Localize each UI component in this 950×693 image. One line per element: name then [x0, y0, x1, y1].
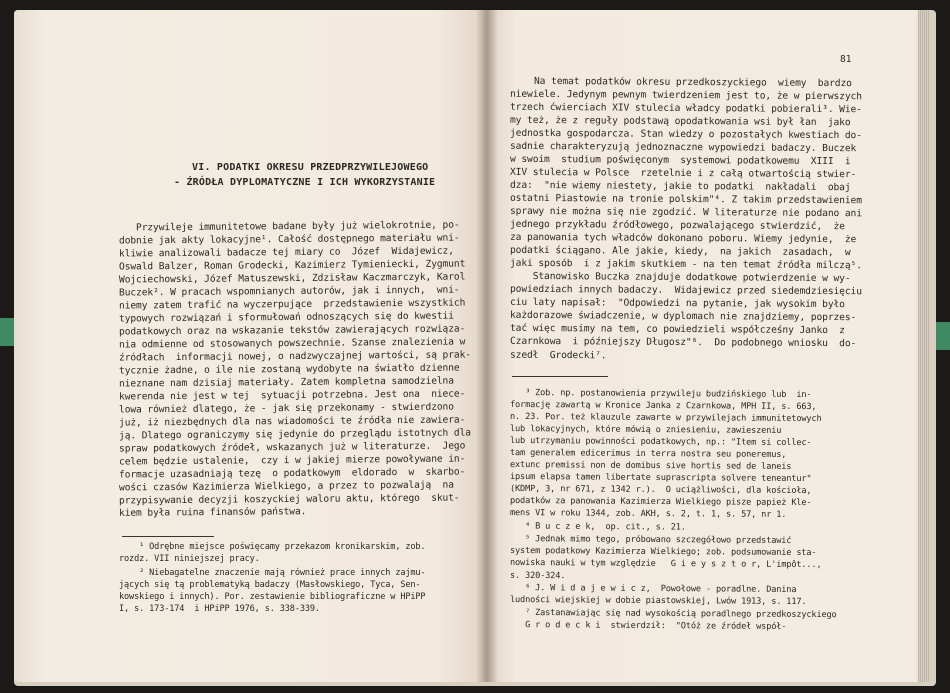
footnote-line: podatków za panowania Kazimierza Wielkiego pisze papież Kle-	[509, 495, 812, 509]
body-line: niemy zatem trafić na wyczerpujące przedstawienie wszystkich	[118, 297, 466, 312]
body-line: Stanowisko Buczka znajduje dodatkowe potwierdzenie w wy-	[509, 270, 851, 285]
book-gutter	[476, 10, 498, 682]
body-line: przypisywanie decyzji koszyckiej waloru aktu, którego skut-	[118, 492, 460, 507]
body-line: typowych rozwiązań i sformułowań odnoszących się do kwestii	[118, 310, 454, 325]
footnote-line: ⁵ Jednak mimo tego, próbowano szczegółowo przedstawić	[509, 534, 792, 546]
open-book	[14, 10, 936, 686]
body-line: nieznane nam dzisiaj materiały. Zatem kompletna samodzielna	[118, 375, 454, 390]
body-line: dobnie jak akty lokacyjne¹. Całość dostępnego materiału wni-	[118, 232, 460, 247]
chapter-title-line2: - ŹRÓDŁA DYPLOMATYCZNE I ICH WYKORZYSTANIE	[174, 177, 436, 188]
footnote-line: jących się tą problematyką badaczy (Masłowskiego, Tyca, Sen-	[119, 580, 421, 590]
footnote-line: ipsum elapsa tamen libertate suprascripta solvere teneantur"	[509, 471, 812, 485]
footnote-line: I, s. 173-174 i HPiPP 1976, s. 338-339.	[119, 604, 320, 614]
body-line: powiedziach innych badaczy. Widajewicz przed siedemdziesięciu	[509, 283, 862, 298]
footnote-line: lub lokacyjnych, które mówią o zniesieniu, zawieszeniu	[509, 424, 782, 436]
body-line: formacje uzasadniają tezę o podatkowym eldorado w skarbo-	[118, 466, 466, 481]
page-stack-edge	[918, 10, 930, 682]
footnote-separator	[122, 536, 214, 537]
body-line: każdorazowe świadczenie, w dyplomach nie znajdziemy, poprzes-	[509, 309, 857, 324]
body-line: kwerenda nie jest w tej sytuacji potrzebna. Jest ona niece-	[118, 388, 466, 403]
footnote-line: tam generalem edicerimus in terra nostra seu poneremus,	[509, 448, 787, 460]
body-line: ciu laty napisał: "Odpowiedzi na pytanie, jak wysokim było	[509, 296, 845, 311]
footnote-line: G r o d e c k i stwierdził: "Otóż ze źródeł współ-	[509, 620, 787, 632]
body-line: tać więc musimy na tem, co powiedzieli współcześny Janko z	[509, 322, 845, 337]
chapter-title-line1: VI. PODATKI OKRESU PRZEDPRZYWILEJOWEGO	[192, 162, 429, 173]
body-line: Wojciechowski, Józef Matuszewski, Zdzisław Kaczmarczyk, Karol	[118, 271, 466, 286]
body-line: XIV stulecia w Polsce rzetelnie i z całą otwartością stwier-	[509, 166, 857, 181]
body-line: za panowania tych władców dokonano poboru. Wiemy jedynie, że	[509, 231, 857, 246]
footnote-line: mens VI w roku 1344, zob. AKH, s. 2, t. 1, s. 57, nr 1.	[509, 508, 787, 520]
body-line: już, iż niezbędnych dla nas wiadomości te źródła nie zawiera-	[118, 414, 466, 429]
body-line: kiem była ruina finansów państwa.	[118, 506, 307, 519]
footnote-line: extunc premissi non de domibus sive hortis sed de laneis	[509, 460, 792, 472]
body-line: jaki sposób i z jakim skutkiem - na ten temat źródła milczą⁵.	[509, 257, 862, 272]
footnote-line: ⁴ B u c z e k, op. cit., s. 21.	[509, 521, 686, 533]
right-page	[486, 10, 930, 682]
body-line: wości czasów Kazimierza Wielkiego, a przez to pozwalają na	[118, 479, 454, 494]
footnote-line: ² Niebagatelne znaczenie mają również prace innych zajmu-	[119, 568, 426, 578]
body-line: niewiele. Jedynym pewnym twierdzeniem jest to, że w pierwszych	[509, 88, 862, 103]
body-line: spraw podatkowych źródeł, wskazanych już w literaturze. Jego	[118, 440, 466, 455]
page-number: 81	[840, 54, 852, 65]
body-line: Na temat podatków okresu przedkoszyckiego wiemy bardzo	[533, 75, 852, 90]
footnote-line: formację zawartą w Kronice Janka z Czarnkowa, MPH II, s. 663,	[509, 399, 817, 413]
body-line: ją. Dlatego ograniczymy się jedynie do przeglądu istotnych dla	[118, 427, 471, 442]
body-line: jednego przykładu źródłowego, pozwalającego stwierdzić, że	[509, 218, 845, 233]
body-line: Przywileje immunitetowe badane były już wielokrotnie, po-	[135, 219, 460, 234]
body-line: sprawy nie można się nie zgodzić. W literaturze nie podano ani	[509, 205, 862, 220]
footnote-line: system podatkowy Kazimierza Wielkiego; zob. podsumowanie sta-	[509, 545, 817, 559]
footnote-line: rozdz. VII niniejszej pracy.	[119, 554, 260, 564]
body-line: celem będzie ustalenie, czy i w jakiej mierze powoływane in-	[118, 453, 466, 468]
body-line: podatki ściągano. Ale jakie, kiedy, na jakich zasadach, w	[509, 244, 851, 259]
footnote-line: lub utrzymaniu powinności podatkowych, np.: "Item si collec-	[509, 435, 812, 449]
footnote-line: ¹ Odrębne miejsce poświęcamy przekazom kronikarskim, zob.	[119, 542, 426, 552]
footnote-line: ⁷ Zastanawiając się nad wysokością poradlnego przedkoszyckiego	[509, 607, 837, 621]
footnote-line: s. 320-324.	[509, 570, 566, 582]
body-line: nia odmienne od stosowanych powszechnie. Szanse znalezienia w	[118, 336, 466, 351]
left-page	[14, 10, 484, 682]
body-line: jednostka gospodarcza. Stan wiedzy o pozostałych kwestiach do-	[509, 127, 862, 142]
footnote-line: ludności wiejskiej w dobie piastowskiej, Lwów 1913, s. 117.	[509, 594, 807, 608]
footnote-separator	[512, 376, 608, 377]
footnote-line: ⁶ J. W i d a j e w i c z, Powołowe - poradlne. Danina	[509, 583, 797, 595]
body-line: kliwie analizowali badacze tej miary co Józef Widajewicz,	[118, 245, 454, 260]
body-line: ostatni Piastowie na tronie polskim"⁴. Z takim przedstawieniem	[509, 192, 862, 207]
body-line: tycznie żadne, o ile nie zostaną wydobyte na światło dzienne	[118, 362, 460, 377]
footnote-line: (KDMP, 3, nr 671, z 1342 r.). O uciążliwości, dla kościoła,	[509, 483, 812, 497]
body-line: źródłach informacji nowej, o nadzwyczajnej wartości, są prak-	[118, 349, 471, 364]
right-page-marker	[934, 322, 950, 350]
body-line: dza: "nie wiemy niestety, jakie to podatki nakładali obaj	[509, 179, 851, 194]
body-line: szedł Grodecki⁷.	[509, 349, 607, 362]
body-line: w swoim studium poświęconym systemowi podatkowemu XIII i	[509, 153, 851, 168]
body-line: lowa również dlatego, że - jak się przekonamy - stwierdzono	[118, 401, 454, 416]
footnote-line: ³ Zob. np. postanowienia przywileju budzińskiego lub in-	[509, 387, 812, 401]
body-line: Czarnkowa i późniejszy Długosz"⁶. Do podobnego wniosku do-	[509, 335, 857, 350]
body-line: podatkowych oraz na wskazanie tekstów zawierających rozwiąza-	[118, 323, 466, 338]
footnote-line: n. 23. Por. też klauzule zawarte w przywilejach immunitetowych	[509, 411, 822, 425]
body-line: Oswald Balzer, Roman Grodecki, Kazimierz Tymieniecki, Zygmunt	[118, 258, 466, 273]
body-line: Buczek². W pracach wspomnianych autorów, jak i innych, wni-	[118, 284, 460, 299]
body-line: my też, że z reguły podstawą opodatkowania wsi był łan jako	[509, 114, 851, 129]
footnote-line: nowiska nauki w tym względzie G i e y s z t o r, L'impôt...,	[509, 557, 822, 571]
body-line: trzech ćwierciach XIV stulecia władcy podatki pobierali³. Wie-	[509, 101, 862, 116]
footnote-line: kowskiego i innych). Por. zestawienie bibliograficzne w HPiPP	[119, 592, 426, 602]
body-line: sadnie charakteryzują jednoznaczne wypowiedzi badaczy. Buczek	[509, 140, 857, 155]
